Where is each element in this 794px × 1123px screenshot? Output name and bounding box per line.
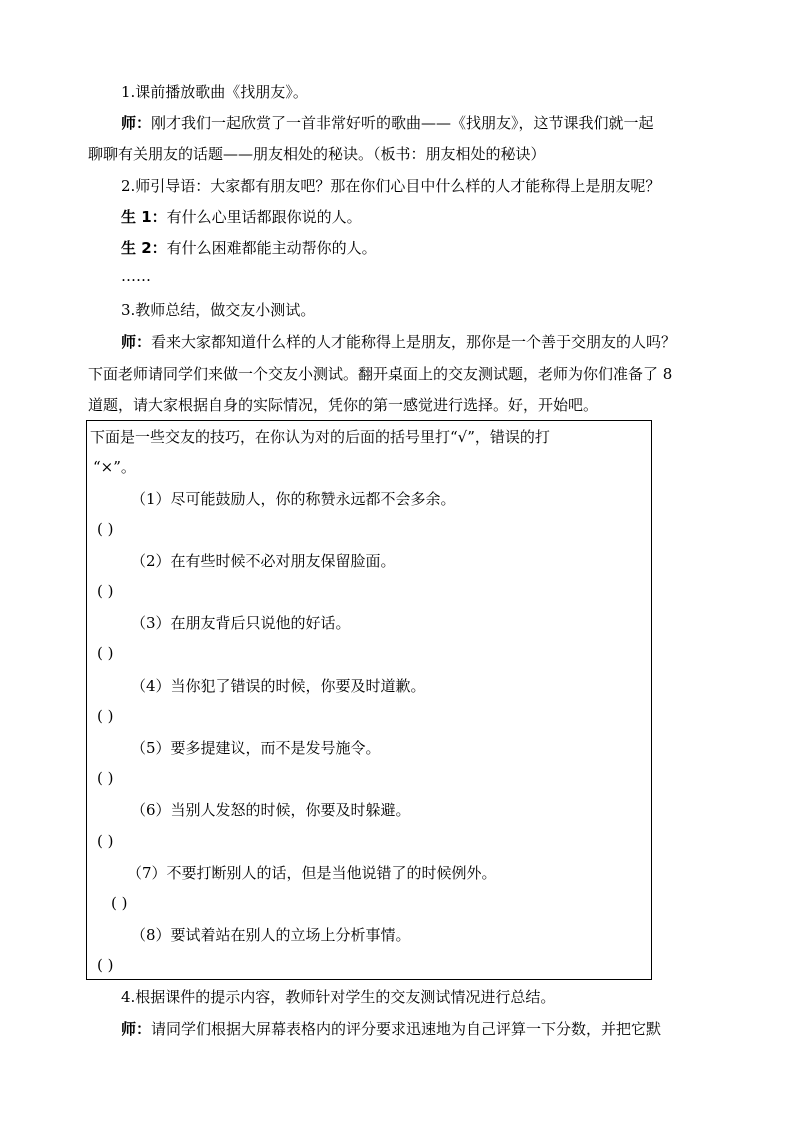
quiz-answer-1[interactable]: ( ) bbox=[97, 520, 114, 538]
paragraph-song: 1.课前播放歌曲《找朋友》。 bbox=[121, 83, 308, 101]
quiz-answer-8[interactable]: ( ) bbox=[97, 956, 114, 974]
quiz-item-2: （2）在有些时候不必对朋友保留脸面。 bbox=[131, 552, 396, 570]
paragraph-teacher-score bbox=[121, 1019, 661, 1039]
paragraph-text: 请同学们根据大屏幕表格内的评分要求迅速地为自己评算一下分数，并把它默 bbox=[151, 1020, 662, 1038]
paragraph-teacher-quiz-cont-2: 道题，请大家根据自身的实际情况，凭你的第一感觉进行选择。好，开始吧。 bbox=[88, 396, 599, 414]
quiz-answer-7[interactable]: ( ) bbox=[111, 894, 128, 912]
paragraph-ellipsis: …… bbox=[121, 267, 151, 285]
paragraph-text: 刚才我们一起欣赏了一首非常好听的歌曲——《找朋友》，这节课我们就一起 bbox=[151, 114, 654, 132]
paragraph-teacher-quiz-cont-1: 下面老师请同学们来做一个交友小测试。翻开桌面上的交友测试题，老师为你们准备了 8 bbox=[88, 365, 673, 383]
paragraph-text: 看来大家都知道什么样的人才能称得上是朋友，那你是一个善于交朋友的人吗？ bbox=[151, 333, 677, 351]
quiz-intro-cont: “×”。 bbox=[93, 458, 136, 476]
quiz-box bbox=[86, 420, 652, 980]
quiz-intro: 下面是一些交友的技巧，在你认为对的后面的括号里打“√”，错误的打 bbox=[90, 428, 550, 446]
paragraph-summary: 3.教师总结，做交友小测试。 bbox=[121, 301, 316, 319]
paragraph-teacher-intro bbox=[121, 113, 654, 133]
speaker-label: 师： bbox=[121, 114, 152, 132]
paragraph-text: 有什么困难都能主动帮你的人。 bbox=[166, 239, 377, 257]
speaker-label: 生 2： bbox=[121, 239, 167, 257]
quiz-answer-6[interactable]: ( ) bbox=[97, 832, 114, 850]
quiz-answer-5[interactable]: ( ) bbox=[97, 769, 114, 787]
speaker-label: 师： bbox=[121, 333, 152, 351]
paragraph-test-summary: 4.根据课件的提示内容，教师针对学生的交友测试情况进行总结。 bbox=[121, 988, 556, 1006]
paragraph-guide: 2.师引导语：大家都有朋友吧？那在你们心目中什么样的人才能称得上是朋友呢？ bbox=[121, 177, 661, 195]
paragraph-text: 有什么心里话都跟你说的人。 bbox=[166, 208, 362, 226]
paragraph-teacher-intro-cont: 聊聊有关朋友的话题——朋友相处的秘诀。（板书：朋友相处的秘诀） bbox=[88, 145, 546, 163]
quiz-item-4: （4）当你犯了错误的时候，你要及时道歉。 bbox=[131, 677, 426, 695]
paragraph-teacher-quiz bbox=[121, 332, 676, 352]
speaker-label: 生 1： bbox=[121, 208, 167, 226]
speaker-label: 师： bbox=[121, 1020, 152, 1038]
quiz-answer-4[interactable]: ( ) bbox=[97, 707, 114, 725]
quiz-answer-3[interactable]: ( ) bbox=[97, 644, 114, 662]
quiz-item-3: （3）在朋友背后只说他的好话。 bbox=[131, 614, 351, 632]
paragraph-student-1 bbox=[121, 207, 362, 227]
quiz-answer-2[interactable]: ( ) bbox=[97, 582, 114, 600]
quiz-item-1: （1）尽可能鼓励人，你的称赞永远都不会多余。 bbox=[131, 490, 456, 508]
quiz-item-5: （5）要多提建议，而不是发号施令。 bbox=[131, 739, 381, 757]
quiz-item-6: （6）当别人发怒的时候，你要及时躲避。 bbox=[131, 801, 411, 819]
quiz-item-8: （8）要试着站在别人的立场上分析事情。 bbox=[131, 926, 411, 944]
paragraph-student-2 bbox=[121, 238, 377, 258]
quiz-item-7: （7）不要打断别人的话，但是当他说错了的时候例外。 bbox=[127, 864, 497, 882]
